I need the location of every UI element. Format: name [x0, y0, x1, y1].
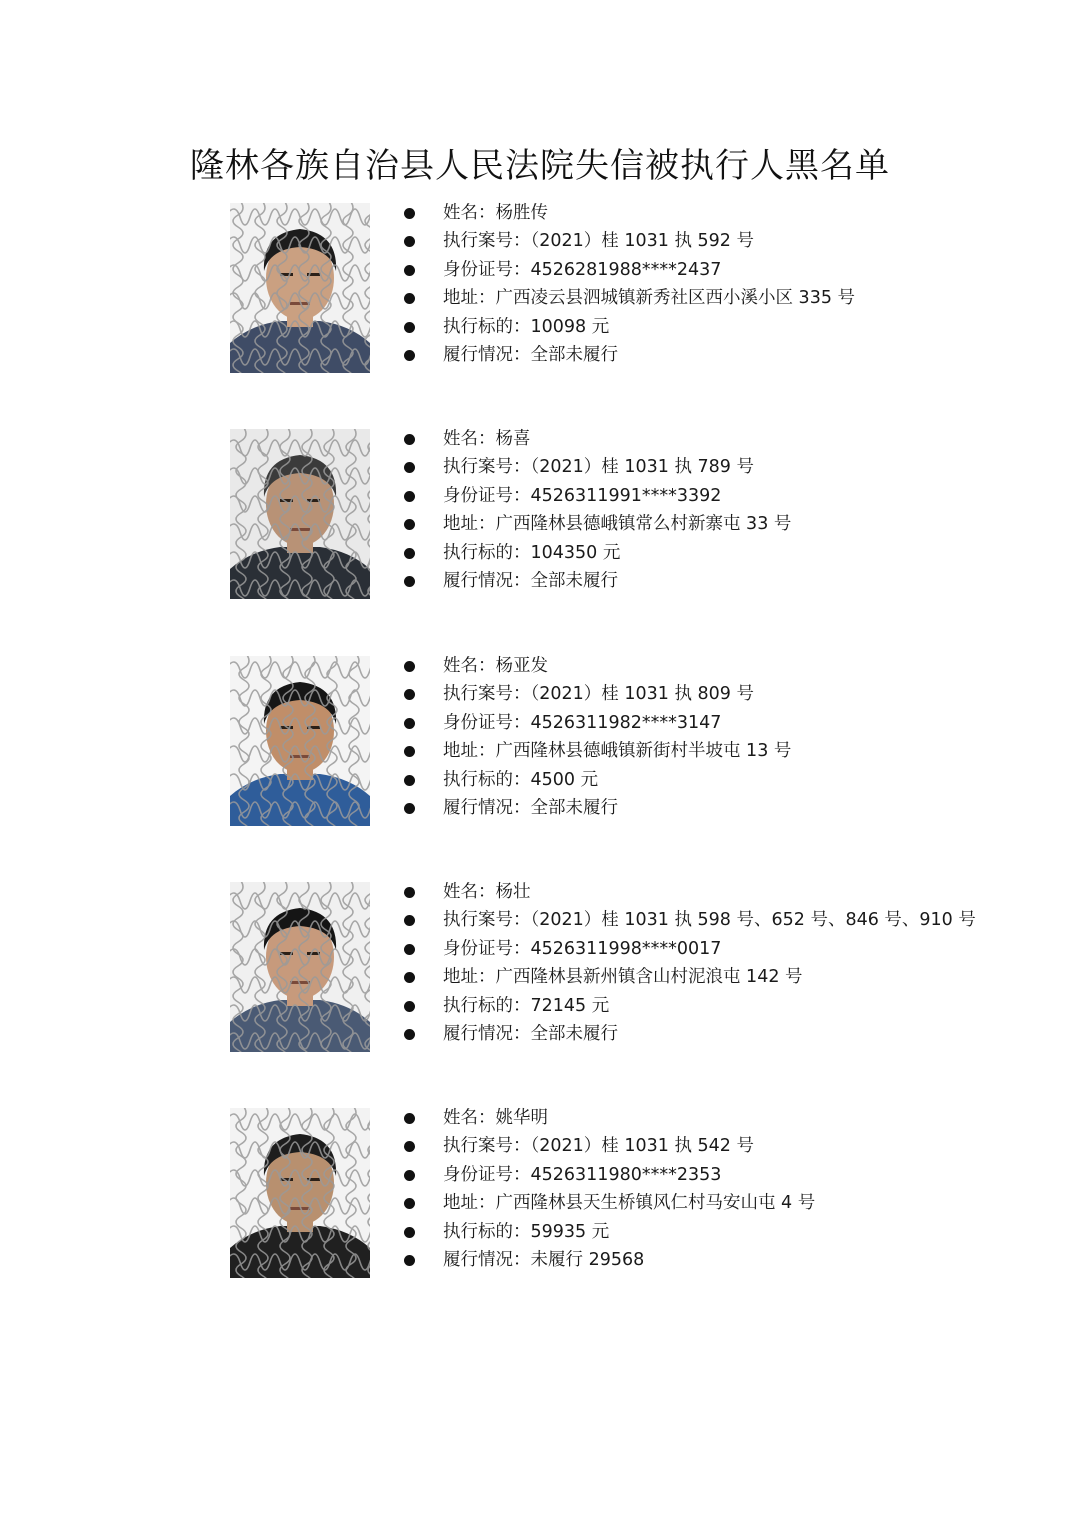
id-number-field-label: 身份证号：	[443, 1164, 531, 1185]
id-number-field-value: 4526311991****3392	[530, 485, 722, 506]
id-number-field-value: 4526311998****0017	[530, 938, 722, 959]
address-field	[402, 284, 855, 312]
bullet-icon	[404, 1113, 415, 1124]
address-field	[402, 510, 791, 538]
execution-amount-field	[402, 539, 791, 567]
bullet-icon	[404, 803, 415, 814]
case-number-field	[402, 453, 791, 481]
bullet-icon	[404, 519, 415, 530]
address-field-value: 广西隆林县新州镇含山村泥浪屯 142 号	[495, 967, 803, 988]
name-field-label: 姓名：	[443, 429, 496, 449]
id-number-field-value: 4526311980****2353	[530, 1164, 722, 1185]
address-field-label: 地址：	[443, 967, 496, 988]
debtor-photo	[230, 656, 370, 826]
portrait-photo-image	[230, 203, 370, 373]
bullet-icon	[404, 1227, 415, 1238]
fulfillment-status-field-value: 全部未履行	[530, 797, 618, 818]
debtor-details-list	[402, 425, 791, 595]
name-field-label: 姓名：	[443, 882, 496, 902]
case-number-field	[402, 906, 976, 934]
fulfillment-status-field-label: 履行情况：	[443, 344, 531, 365]
fulfillment-status-field	[402, 1246, 815, 1274]
execution-amount-field-label: 执行标的：	[443, 1221, 531, 1242]
address-field-label: 地址：	[443, 514, 496, 535]
bullet-icon	[404, 1141, 415, 1152]
address-field	[402, 1189, 815, 1217]
debtor-details-list	[402, 652, 791, 822]
fulfillment-status-field-label: 履行情况：	[443, 1249, 531, 1270]
id-number-field	[402, 709, 791, 737]
case-number-field-label: 执行案号：	[443, 457, 531, 478]
execution-amount-field-label: 执行标的：	[443, 316, 531, 337]
fulfillment-status-field-label: 履行情况：	[443, 1023, 531, 1044]
fulfillment-status-field	[402, 794, 791, 822]
portrait-photo-image	[230, 882, 370, 1052]
case-number-field-value: （2021）桂 1031 执 592 号	[530, 231, 754, 252]
name-field-value: 姚华明	[495, 1108, 548, 1128]
bullet-icon	[404, 1170, 415, 1181]
case-number-field-value: （2021）桂 1031 执 809 号	[530, 684, 754, 705]
address-field-label: 地址：	[443, 1193, 496, 1214]
address-field-value: 广西隆林县天生桥镇风仁村马安山屯 4 号	[495, 1193, 816, 1214]
name-field-value: 杨喜	[495, 429, 531, 449]
debtor-entry	[230, 429, 1010, 604]
bullet-icon	[404, 887, 415, 898]
id-number-field-label: 身份证号：	[443, 712, 531, 733]
debtor-entry	[230, 1108, 1010, 1283]
id-number-field	[402, 256, 855, 284]
case-number-field-label: 执行案号：	[443, 684, 531, 705]
bullet-icon	[404, 350, 415, 361]
address-field-label: 地址：	[443, 741, 496, 762]
execution-amount-field-value: 104350 元	[530, 542, 621, 563]
bullet-icon	[404, 1198, 415, 1209]
portrait-photo-image	[230, 1108, 370, 1278]
case-number-field-value: （2021）桂 1031 执 542 号	[530, 1136, 754, 1157]
debtor-photo	[230, 1108, 370, 1278]
execution-amount-field	[402, 1218, 815, 1246]
case-number-field-label: 执行案号：	[443, 1136, 531, 1157]
bullet-icon	[404, 434, 415, 445]
bullet-icon	[404, 944, 415, 955]
case-number-field	[402, 1132, 815, 1160]
fulfillment-status-field-value: 全部未履行	[530, 570, 618, 591]
debtor-photo	[230, 882, 370, 1052]
fulfillment-status-field-label: 履行情况：	[443, 797, 531, 818]
id-number-field-label: 身份证号：	[443, 259, 531, 280]
portrait-photo-image	[230, 429, 370, 599]
name-field-label: 姓名：	[443, 203, 496, 223]
bullet-icon	[404, 661, 415, 672]
case-number-field	[402, 227, 855, 255]
bullet-icon	[404, 491, 415, 502]
execution-amount-field-value: 4500 元	[530, 769, 599, 790]
name-field-value: 杨亚发	[495, 656, 548, 676]
case-number-field-value: （2021）桂 1031 执 598 号、652 号、846 号、910 号	[530, 910, 976, 931]
name-field	[402, 878, 976, 906]
debtor-details-list	[402, 1104, 815, 1274]
name-field	[402, 199, 855, 227]
id-number-field-label: 身份证号：	[443, 938, 531, 959]
bullet-icon	[404, 293, 415, 304]
debtor-details-list	[402, 878, 976, 1048]
fulfillment-status-field-label: 履行情况：	[443, 570, 531, 591]
address-field-label: 地址：	[443, 288, 496, 309]
bullet-icon	[404, 689, 415, 700]
execution-amount-field	[402, 313, 855, 341]
case-number-field-label: 执行案号：	[443, 910, 531, 931]
debtor-entry	[230, 656, 1010, 831]
bullet-icon	[404, 1001, 415, 1012]
bullet-icon	[404, 322, 415, 333]
bullet-icon	[404, 548, 415, 559]
name-field-label: 姓名：	[443, 656, 496, 676]
execution-amount-field-value: 72145 元	[530, 995, 610, 1016]
fulfillment-status-field	[402, 341, 855, 369]
address-field-value: 广西隆林县德峨镇新街村半坡屯 13 号	[495, 741, 792, 762]
address-field	[402, 737, 791, 765]
fulfillment-status-field-value: 全部未履行	[530, 1023, 618, 1044]
id-number-field	[402, 482, 791, 510]
name-field	[402, 1104, 815, 1132]
bullet-icon	[404, 915, 415, 926]
id-number-field-value: 4526281988****2437	[530, 259, 722, 280]
debtor-entry	[230, 882, 1010, 1057]
fulfillment-status-field-value: 全部未履行	[530, 344, 618, 365]
name-field	[402, 425, 791, 453]
bullet-icon	[404, 208, 415, 219]
execution-amount-field	[402, 992, 976, 1020]
bullet-icon	[404, 775, 415, 786]
execution-amount-field-label: 执行标的：	[443, 995, 531, 1016]
bullet-icon	[404, 1029, 415, 1040]
name-field	[402, 652, 791, 680]
bullet-icon	[404, 1255, 415, 1266]
fulfillment-status-field	[402, 567, 791, 595]
execution-amount-field-value: 59935 元	[530, 1221, 610, 1242]
id-number-field	[402, 1161, 815, 1189]
portrait-photo-image	[230, 656, 370, 826]
debtor-details-list	[402, 199, 855, 369]
bullet-icon	[404, 236, 415, 247]
id-number-field	[402, 935, 976, 963]
id-number-field-label: 身份证号：	[443, 485, 531, 506]
document-title: 隆林各族自治县人民法院失信被执行人黑名单	[190, 146, 890, 186]
execution-amount-field-label: 执行标的：	[443, 769, 531, 790]
case-number-field-label: 执行案号：	[443, 231, 531, 252]
debtor-photo	[230, 429, 370, 599]
address-field	[402, 963, 976, 991]
bullet-icon	[404, 746, 415, 757]
bullet-icon	[404, 462, 415, 473]
id-number-field-value: 4526311982****3147	[530, 712, 722, 733]
execution-amount-field-value: 10098 元	[530, 316, 610, 337]
debtor-photo	[230, 203, 370, 373]
execution-amount-field	[402, 766, 791, 794]
bullet-icon	[404, 265, 415, 276]
bullet-icon	[404, 576, 415, 587]
bullet-icon	[404, 718, 415, 729]
name-field-value: 杨壮	[495, 882, 531, 902]
case-number-field	[402, 680, 791, 708]
fulfillment-status-field	[402, 1020, 976, 1048]
address-field-value: 广西隆林县德峨镇常么村新寨屯 33 号	[495, 514, 792, 535]
name-field-label: 姓名：	[443, 1108, 496, 1128]
name-field-value: 杨胜传	[495, 203, 548, 223]
bullet-icon	[404, 972, 415, 983]
case-number-field-value: （2021）桂 1031 执 789 号	[530, 457, 754, 478]
execution-amount-field-label: 执行标的：	[443, 542, 531, 563]
fulfillment-status-field-value: 未履行 29568	[530, 1249, 645, 1270]
address-field-value: 广西凌云县泗城镇新秀社区西小溪小区 335 号	[495, 288, 856, 309]
debtor-entry	[230, 203, 1010, 378]
